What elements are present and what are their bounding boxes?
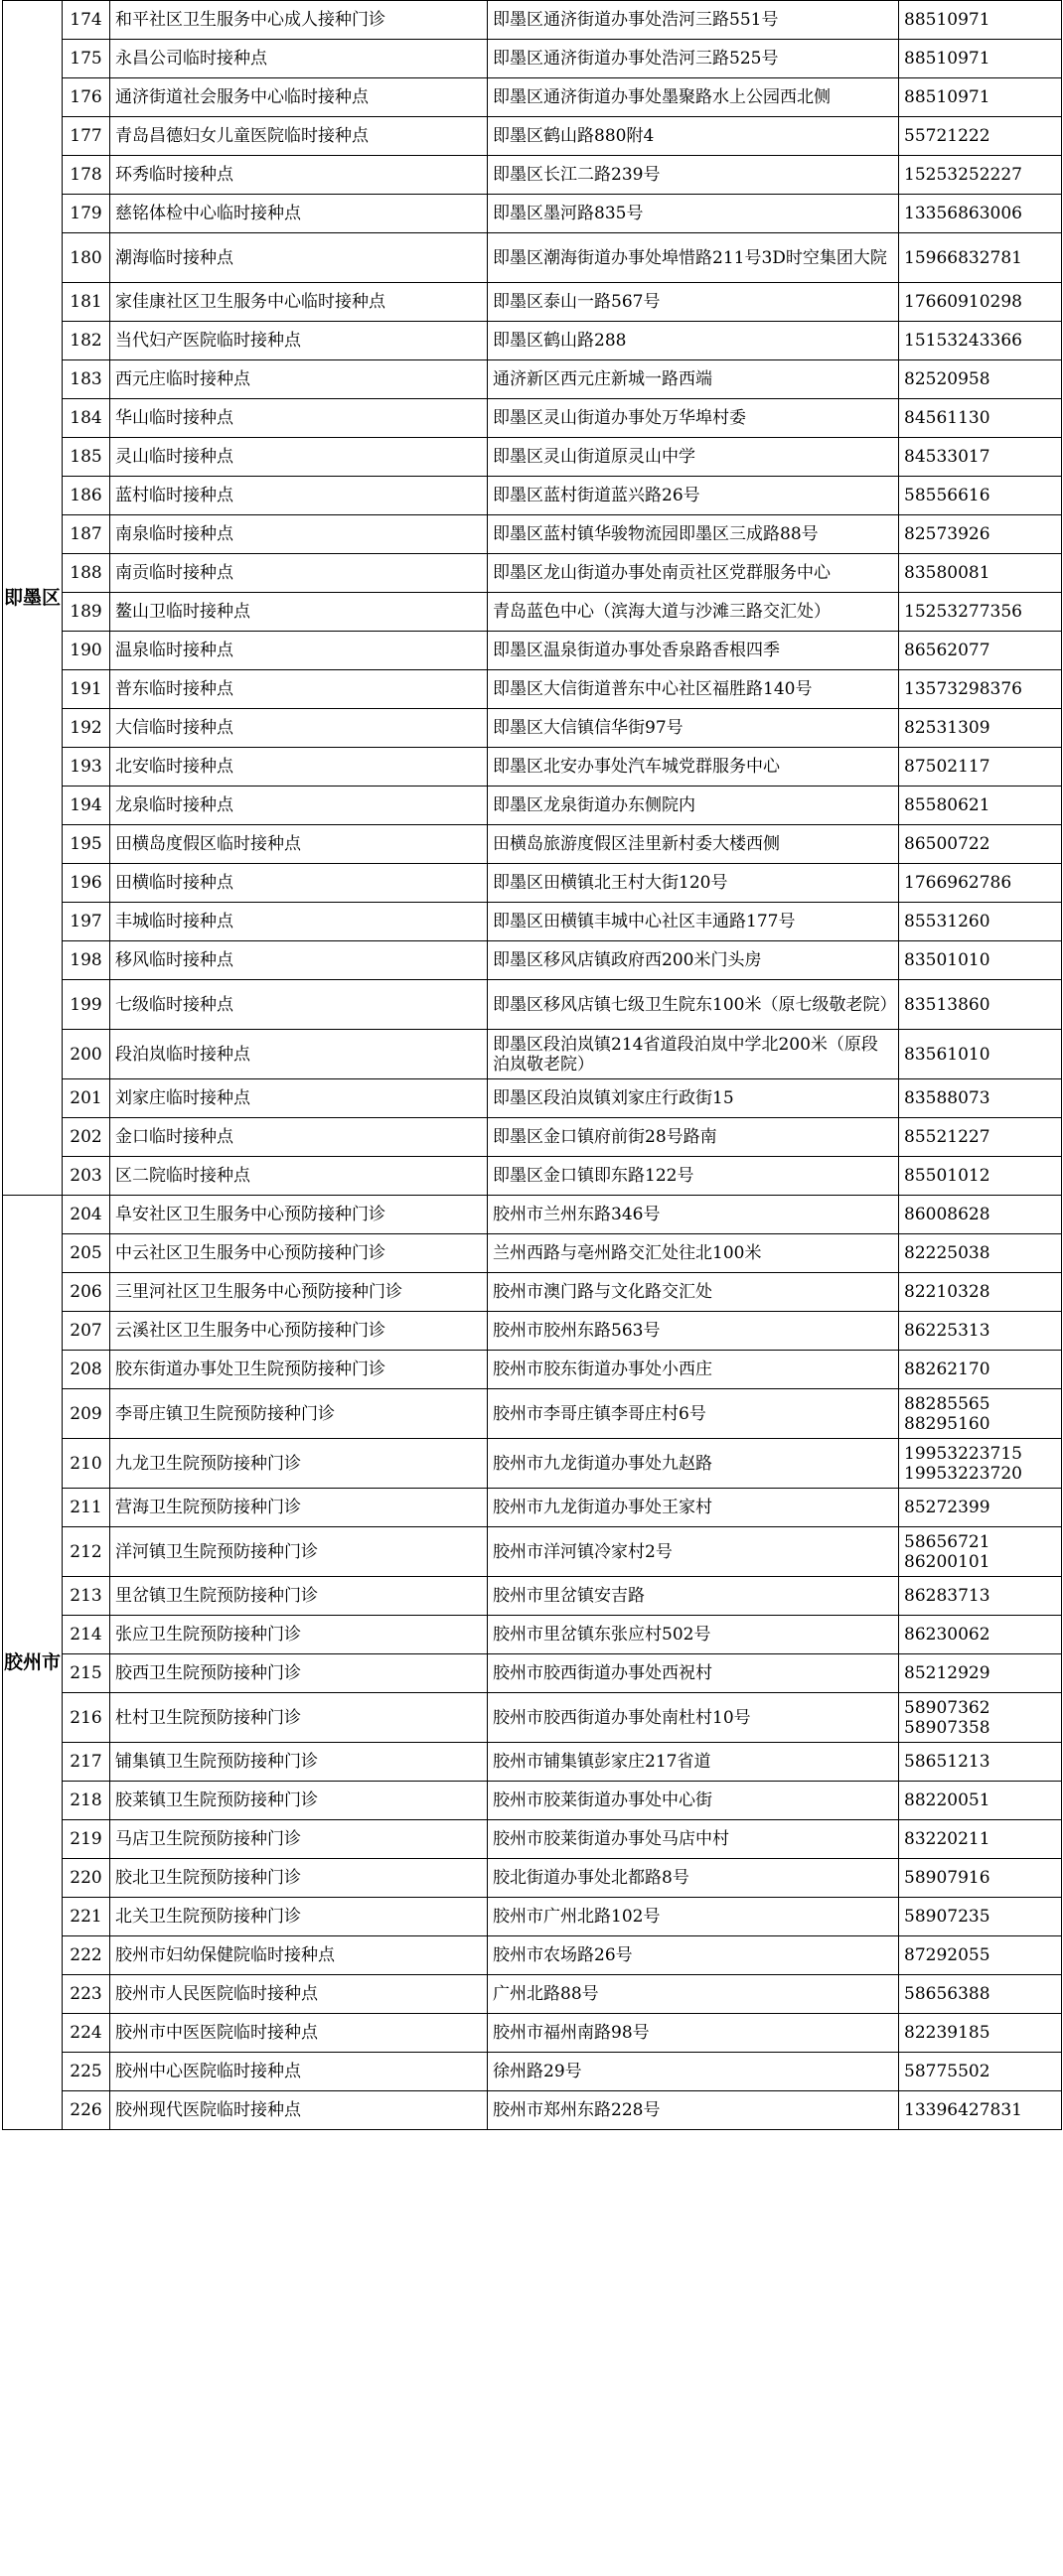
table-row	[3, 40, 1062, 78]
site-name: 大信临时接种点	[110, 709, 488, 748]
site-phone: 88510971	[899, 1, 1062, 40]
site-phone: 82531309	[899, 709, 1062, 748]
table-row	[3, 477, 1062, 515]
row-number: 187	[63, 515, 110, 554]
site-phone: 58556616	[899, 477, 1062, 515]
site-address: 胶州市铺集镇彭家庄217省道	[488, 1743, 899, 1782]
site-address: 胶州市里岔镇东张应村502号	[488, 1616, 899, 1654]
site-name: 青岛昌德妇女儿童医院临时接种点	[110, 117, 488, 156]
row-number: 213	[63, 1577, 110, 1616]
site-address: 即墨区蓝村镇华骏物流园即墨区三成路88号	[488, 515, 899, 554]
site-address: 即墨区长江二路239号	[488, 156, 899, 195]
site-name: 张应卫生院预防接种门诊	[110, 1616, 488, 1654]
site-phone: 87292055	[899, 1936, 1062, 1975]
table-row	[3, 2091, 1062, 2130]
row-number: 214	[63, 1616, 110, 1654]
site-name: 普东临时接种点	[110, 670, 488, 709]
site-address: 胶州市郑州东路228号	[488, 2091, 899, 2130]
site-phone: 58651213	[899, 1743, 1062, 1782]
row-number: 175	[63, 40, 110, 78]
site-address: 即墨区灵山街道原灵山中学	[488, 438, 899, 477]
row-number: 212	[63, 1527, 110, 1577]
table-row	[3, 2014, 1062, 2053]
site-address: 胶州市胶州东路563号	[488, 1312, 899, 1351]
site-name: 胶州市人民医院临时接种点	[110, 1975, 488, 2014]
row-number: 201	[63, 1079, 110, 1118]
site-phone: 17660910298	[899, 283, 1062, 322]
site-phone: 58656388	[899, 1975, 1062, 2014]
site-phone: 15153243366	[899, 322, 1062, 360]
site-address: 即墨区灵山街道办事处万华埠村委	[488, 399, 899, 438]
table-row	[3, 1079, 1062, 1118]
site-address: 广州北路88号	[488, 1975, 899, 2014]
table-row	[3, 980, 1062, 1030]
row-number: 210	[63, 1439, 110, 1489]
table-row	[3, 1351, 1062, 1389]
site-phone: 83580081	[899, 554, 1062, 593]
site-name: 胶州市中医医院临时接种点	[110, 2014, 488, 2053]
site-name: 胶州现代医院临时接种点	[110, 2091, 488, 2130]
site-phone: 82239185	[899, 2014, 1062, 2053]
site-name: 潮海临时接种点	[110, 233, 488, 283]
site-phone: 82210328	[899, 1273, 1062, 1312]
row-number: 221	[63, 1898, 110, 1936]
table-row	[3, 787, 1062, 825]
row-number: 225	[63, 2053, 110, 2091]
site-address: 即墨区金口镇府前街28号路南	[488, 1118, 899, 1157]
row-number: 194	[63, 787, 110, 825]
site-name: 七级临时接种点	[110, 980, 488, 1030]
row-number: 206	[63, 1273, 110, 1312]
site-name: 田横岛度假区临时接种点	[110, 825, 488, 864]
row-number: 216	[63, 1693, 110, 1743]
row-number: 182	[63, 322, 110, 360]
site-address: 即墨区龙泉街道办东侧院内	[488, 787, 899, 825]
table-row	[3, 1936, 1062, 1975]
site-address: 胶州市农场路26号	[488, 1936, 899, 1975]
site-address: 即墨区移风店镇政府西200米门头房	[488, 941, 899, 980]
site-name: 鳌山卫临时接种点	[110, 593, 488, 632]
row-number: 183	[63, 360, 110, 399]
site-name: 三里河社区卫生服务中心预防接种门诊	[110, 1273, 488, 1312]
site-phone: 87502117	[899, 748, 1062, 787]
site-phone: 88220051	[899, 1782, 1062, 1820]
site-phone: 84533017	[899, 438, 1062, 477]
site-address: 即墨区泰山一路567号	[488, 283, 899, 322]
site-name: 南贡临时接种点	[110, 554, 488, 593]
site-name: 环秀临时接种点	[110, 156, 488, 195]
site-address: 即墨区潮海街道办事处埠惜路211号3D时空集团大院	[488, 233, 899, 283]
site-phone: 85272399	[899, 1489, 1062, 1527]
site-address: 徐州路29号	[488, 2053, 899, 2091]
site-name: 胶州中心医院临时接种点	[110, 2053, 488, 2091]
row-number: 199	[63, 980, 110, 1030]
row-number: 176	[63, 78, 110, 117]
site-name: 杜村卫生院预防接种门诊	[110, 1693, 488, 1743]
site-phone: 58775502	[899, 2053, 1062, 2091]
site-name: 龙泉临时接种点	[110, 787, 488, 825]
site-address: 胶州市九龙街道办事处王家村	[488, 1489, 899, 1527]
site-address: 即墨区段泊岚镇刘家庄行政街15	[488, 1079, 899, 1118]
table-row	[3, 2053, 1062, 2091]
site-name: 李哥庄镇卫生院预防接种门诊	[110, 1389, 488, 1439]
site-phone: 86500722	[899, 825, 1062, 864]
site-phone: 19953223715 19953223720	[899, 1439, 1062, 1489]
row-number: 222	[63, 1936, 110, 1975]
site-address: 胶州市李哥庄镇李哥庄村6号	[488, 1389, 899, 1439]
site-name: 西元庄临时接种点	[110, 360, 488, 399]
table-row	[3, 156, 1062, 195]
row-number: 189	[63, 593, 110, 632]
site-phone: 1766962786	[899, 864, 1062, 903]
site-address: 即墨区蓝村街道蓝兴路26号	[488, 477, 899, 515]
row-number: 184	[63, 399, 110, 438]
table-row	[3, 1389, 1062, 1439]
row-number: 196	[63, 864, 110, 903]
site-name: 金口临时接种点	[110, 1118, 488, 1157]
site-address: 胶州市胶莱街道办事处中心街	[488, 1782, 899, 1820]
site-address: 通济新区西元庄新城一路西端	[488, 360, 899, 399]
table-row	[3, 1859, 1062, 1898]
site-name: 丰城临时接种点	[110, 903, 488, 941]
site-phone: 88510971	[899, 78, 1062, 117]
site-phone: 13356863006	[899, 195, 1062, 233]
site-name: 刘家庄临时接种点	[110, 1079, 488, 1118]
site-phone: 83501010	[899, 941, 1062, 980]
table-row	[3, 748, 1062, 787]
site-address: 即墨区通济街道办事处墨聚路水上公园西北侧	[488, 78, 899, 117]
site-address: 即墨区龙山街道办事处南贡社区党群服务中心	[488, 554, 899, 593]
table-row	[3, 1743, 1062, 1782]
site-phone: 86283713	[899, 1577, 1062, 1616]
site-address: 兰州西路与亳州路交汇处往北100米	[488, 1234, 899, 1273]
table-row	[3, 1234, 1062, 1273]
table-row	[3, 1, 1062, 40]
site-address: 胶州市胶西街道办事处西祝村	[488, 1654, 899, 1693]
table-row	[3, 195, 1062, 233]
site-name: 南泉临时接种点	[110, 515, 488, 554]
row-number: 208	[63, 1351, 110, 1389]
site-phone: 58907916	[899, 1859, 1062, 1898]
table-row	[3, 1820, 1062, 1859]
row-number: 178	[63, 156, 110, 195]
row-number: 180	[63, 233, 110, 283]
site-phone: 58656721 86200101	[899, 1527, 1062, 1577]
row-number: 215	[63, 1654, 110, 1693]
row-number: 211	[63, 1489, 110, 1527]
site-phone: 88510971	[899, 40, 1062, 78]
site-address: 胶州市九龙街道办事处九赵路	[488, 1439, 899, 1489]
row-number: 205	[63, 1234, 110, 1273]
site-name: 九龙卫生院预防接种门诊	[110, 1439, 488, 1489]
site-name: 通济街道社会服务中心临时接种点	[110, 78, 488, 117]
row-number: 188	[63, 554, 110, 593]
table-row	[3, 1782, 1062, 1820]
site-name: 永昌公司临时接种点	[110, 40, 488, 78]
row-number: 203	[63, 1157, 110, 1196]
site-name: 和平社区卫生服务中心成人接种门诊	[110, 1, 488, 40]
site-phone: 55721222	[899, 117, 1062, 156]
site-phone: 86230062	[899, 1616, 1062, 1654]
table-row	[3, 233, 1062, 283]
site-address: 胶州市胶东街道办事处小西庄	[488, 1351, 899, 1389]
table-row	[3, 941, 1062, 980]
site-address: 青岛蓝色中心（滨海大道与沙滩三路交汇处）	[488, 593, 899, 632]
site-address: 胶州市澳门路与文化路交汇处	[488, 1273, 899, 1312]
site-name: 蓝村临时接种点	[110, 477, 488, 515]
district-name: 即墨区	[3, 1, 63, 1196]
table-row	[3, 1196, 1062, 1234]
district-name: 胶州市	[3, 1196, 63, 2130]
site-address: 即墨区大信街道普东中心社区福胜路140号	[488, 670, 899, 709]
site-address: 胶州市胶莱街道办事处马店中村	[488, 1820, 899, 1859]
site-phone: 85580621	[899, 787, 1062, 825]
row-number: 200	[63, 1030, 110, 1079]
site-name: 马店卫生院预防接种门诊	[110, 1820, 488, 1859]
site-address: 田横岛旅游度假区洼里新村委大楼西侧	[488, 825, 899, 864]
row-number: 220	[63, 1859, 110, 1898]
table-row	[3, 1693, 1062, 1743]
table-row	[3, 1577, 1062, 1616]
table-row	[3, 554, 1062, 593]
row-number: 202	[63, 1118, 110, 1157]
site-address: 即墨区鹤山路880附4	[488, 117, 899, 156]
row-number: 193	[63, 748, 110, 787]
site-phone: 83561010	[899, 1030, 1062, 1079]
row-number: 174	[63, 1, 110, 40]
site-name: 胶北卫生院预防接种门诊	[110, 1859, 488, 1898]
site-phone: 15253252227	[899, 156, 1062, 195]
site-address: 胶州市里岔镇安吉路	[488, 1577, 899, 1616]
site-phone: 86008628	[899, 1196, 1062, 1234]
row-number: 181	[63, 283, 110, 322]
site-name: 移风临时接种点	[110, 941, 488, 980]
site-name: 阜安社区卫生服务中心预防接种门诊	[110, 1196, 488, 1234]
table-row	[3, 903, 1062, 941]
site-name: 区二院临时接种点	[110, 1157, 488, 1196]
table-row	[3, 1616, 1062, 1654]
site-phone: 58907235	[899, 1898, 1062, 1936]
site-name: 铺集镇卫生院预防接种门诊	[110, 1743, 488, 1782]
site-name: 温泉临时接种点	[110, 632, 488, 670]
site-phone: 82573926	[899, 515, 1062, 554]
site-name: 慈铭体检中心临时接种点	[110, 195, 488, 233]
row-number: 207	[63, 1312, 110, 1351]
table-body	[3, 1, 1062, 2130]
site-phone: 86225313	[899, 1312, 1062, 1351]
table-row	[3, 593, 1062, 632]
vaccination-sites-table	[2, 0, 1062, 2130]
site-address: 胶州市兰州东路346号	[488, 1196, 899, 1234]
site-phone: 58907362 58907358	[899, 1693, 1062, 1743]
table-row	[3, 1273, 1062, 1312]
site-address: 胶州市洋河镇冷家村2号	[488, 1527, 899, 1577]
table-row	[3, 1527, 1062, 1577]
row-number: 185	[63, 438, 110, 477]
site-phone: 13396427831	[899, 2091, 1062, 2130]
row-number: 217	[63, 1743, 110, 1782]
site-address: 胶州市福州南路98号	[488, 2014, 899, 2053]
table-row	[3, 1157, 1062, 1196]
site-phone: 13573298376	[899, 670, 1062, 709]
table-row	[3, 438, 1062, 477]
row-number: 219	[63, 1820, 110, 1859]
site-phone: 86562077	[899, 632, 1062, 670]
site-name: 里岔镇卫生院预防接种门诊	[110, 1577, 488, 1616]
site-name: 胶西卫生院预防接种门诊	[110, 1654, 488, 1693]
table-row	[3, 1898, 1062, 1936]
table-row	[3, 1312, 1062, 1351]
table-row	[3, 322, 1062, 360]
row-number: 179	[63, 195, 110, 233]
site-name: 灵山临时接种点	[110, 438, 488, 477]
table-row	[3, 632, 1062, 670]
row-number: 218	[63, 1782, 110, 1820]
table-row	[3, 515, 1062, 554]
row-number: 190	[63, 632, 110, 670]
site-phone: 85501012	[899, 1157, 1062, 1196]
site-name: 北关卫生院预防接种门诊	[110, 1898, 488, 1936]
table-row	[3, 864, 1062, 903]
site-name: 田横临时接种点	[110, 864, 488, 903]
site-name: 家佳康社区卫生服务中心临时接种点	[110, 283, 488, 322]
site-phone: 83513860	[899, 980, 1062, 1030]
table-row	[3, 1489, 1062, 1527]
site-name: 北安临时接种点	[110, 748, 488, 787]
table-row	[3, 117, 1062, 156]
site-address: 即墨区墨河路835号	[488, 195, 899, 233]
site-name: 华山临时接种点	[110, 399, 488, 438]
row-number: 192	[63, 709, 110, 748]
row-number: 195	[63, 825, 110, 864]
site-address: 即墨区大信镇信华街97号	[488, 709, 899, 748]
site-name: 胶东街道办事处卫生院预防接种门诊	[110, 1351, 488, 1389]
site-name: 当代妇产医院临时接种点	[110, 322, 488, 360]
row-number: 226	[63, 2091, 110, 2130]
table-row	[3, 283, 1062, 322]
table-row	[3, 78, 1062, 117]
site-name: 云溪社区卫生服务中心预防接种门诊	[110, 1312, 488, 1351]
table-row	[3, 360, 1062, 399]
row-number: 191	[63, 670, 110, 709]
table-row	[3, 1030, 1062, 1079]
site-phone: 82225038	[899, 1234, 1062, 1273]
site-name: 胶莱镇卫生院预防接种门诊	[110, 1782, 488, 1820]
site-phone: 82520958	[899, 360, 1062, 399]
site-address: 胶州市胶西街道办事处南杜村10号	[488, 1693, 899, 1743]
site-phone: 88262170	[899, 1351, 1062, 1389]
site-address: 即墨区通济街道办事处浩河三路525号	[488, 40, 899, 78]
table-row	[3, 1439, 1062, 1489]
row-number: 223	[63, 1975, 110, 2014]
site-address: 即墨区移风店镇七级卫生院东100米（原七级敬老院）	[488, 980, 899, 1030]
site-phone: 85521227	[899, 1118, 1062, 1157]
site-address: 胶北街道办事处北都路8号	[488, 1859, 899, 1898]
site-phone: 83588073	[899, 1079, 1062, 1118]
table-row	[3, 1654, 1062, 1693]
row-number: 186	[63, 477, 110, 515]
site-address: 即墨区鹤山路288	[488, 322, 899, 360]
site-name: 中云社区卫生服务中心预防接种门诊	[110, 1234, 488, 1273]
row-number: 198	[63, 941, 110, 980]
row-number: 224	[63, 2014, 110, 2053]
site-address: 即墨区通济街道办事处浩河三路551号	[488, 1, 899, 40]
site-address: 即墨区温泉街道办事处香泉路香根四季	[488, 632, 899, 670]
table-row	[3, 670, 1062, 709]
site-name: 营海卫生院预防接种门诊	[110, 1489, 488, 1527]
site-phone: 83220211	[899, 1820, 1062, 1859]
site-address: 即墨区北安办事处汽车城党群服务中心	[488, 748, 899, 787]
table-row	[3, 709, 1062, 748]
site-address: 即墨区金口镇即东路122号	[488, 1157, 899, 1196]
row-number: 209	[63, 1389, 110, 1439]
table-row	[3, 399, 1062, 438]
site-phone: 15966832781	[899, 233, 1062, 283]
site-name: 洋河镇卫生院预防接种门诊	[110, 1527, 488, 1577]
table-row	[3, 1118, 1062, 1157]
row-number: 204	[63, 1196, 110, 1234]
row-number: 177	[63, 117, 110, 156]
site-name: 胶州市妇幼保健院临时接种点	[110, 1936, 488, 1975]
site-address: 即墨区田横镇北王村大街120号	[488, 864, 899, 903]
row-number: 197	[63, 903, 110, 941]
site-address: 即墨区段泊岚镇214省道段泊岚中学北200米（原段泊岚敬老院）	[488, 1030, 899, 1079]
site-address: 即墨区田横镇丰城中心社区丰通路177号	[488, 903, 899, 941]
site-phone: 85212929	[899, 1654, 1062, 1693]
site-phone: 15253277356	[899, 593, 1062, 632]
site-address: 胶州市广州北路102号	[488, 1898, 899, 1936]
table-row	[3, 1975, 1062, 2014]
table-row	[3, 825, 1062, 864]
site-phone: 84561130	[899, 399, 1062, 438]
site-name: 段泊岚临时接种点	[110, 1030, 488, 1079]
site-phone: 88285565 88295160	[899, 1389, 1062, 1439]
site-phone: 85531260	[899, 903, 1062, 941]
